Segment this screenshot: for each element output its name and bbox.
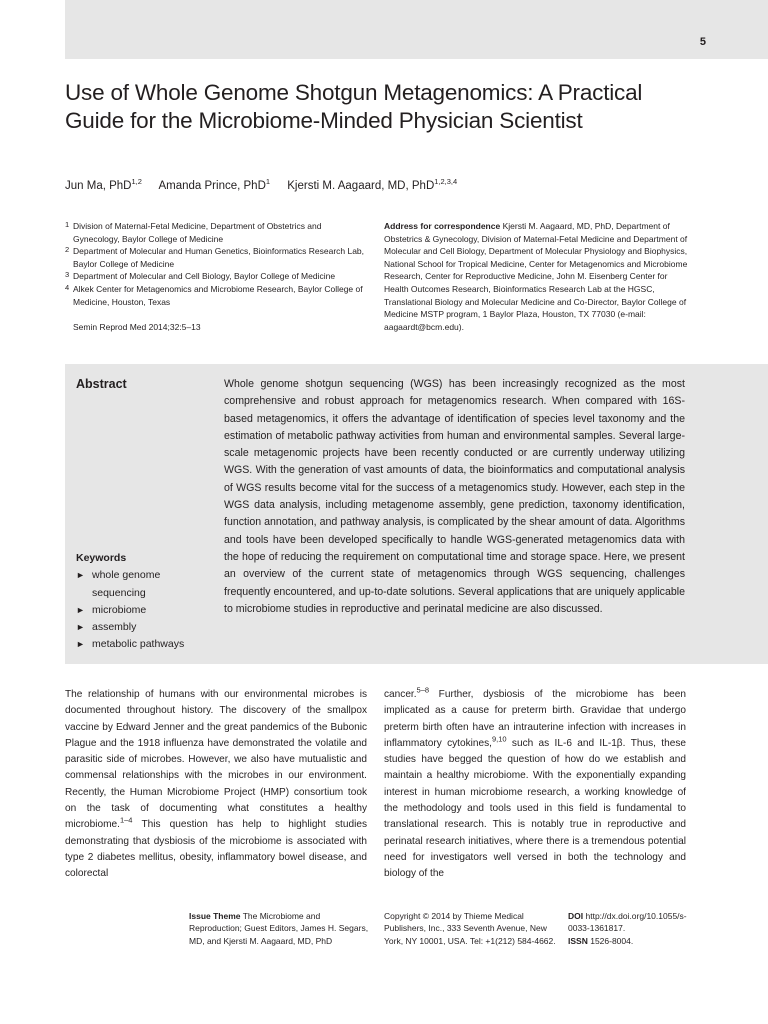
issue-theme-text: The Microbiome and Reproduction; Guest Editors, James H. Segars, MD, and Kjersti M. Aagaard, MD, PhD	[189, 911, 369, 946]
doi-issn-note	[568, 910, 698, 947]
author	[65, 177, 142, 192]
keyword-text: microbiome	[92, 603, 147, 616]
reference-marker: 9,10	[491, 734, 507, 744]
keyword-item	[76, 619, 216, 636]
body-column-right	[384, 687, 686, 883]
doi-line	[568, 910, 698, 935]
keywords-heading: Keywords	[76, 552, 127, 564]
author-list	[65, 177, 471, 192]
body-column-left	[65, 687, 367, 883]
body-text: such as IL-6 and IL-1β. Thus, these studies have begged the question of how do we establish and maintain a healthy microbiome. With the exponentially expanding interest in human microbiome research, a working knowledge of the methodology and tools used in this field is fundamental to translational research. This is notably true in reproductive and perinatal research initiatives, where there is a tremendous potential need for investigators well versed in both the technology and biology of the	[384, 737, 686, 880]
keywords-box	[76, 550, 216, 654]
correspondence-text: Kjersti M. Aagaard, MD, PhD, Department of Obstetrics & Gynecology, Division of Maternal-Fetal Medicine and Department of Molecular and Cell Biology, Department of Molecular Physiology and Biophysics, National School for Tropical Medicine, Center for Metagenomics and Microbiome Research, Center for Reproductive Medicine, John M. Eisenberg Center for Health Outcomes Research, Bioinformatics Research Lab at the HGSC, Translational Biology and Molecular Medicine and Co-Director, Baylor College of Medicine MSTP program, 1 Baylor Plaza, Houston, TX 77030 (e-mail: aagaardt@bcm.edu).	[384, 221, 688, 332]
affiliation-text: Alkek Center for Metagenomics and Microbiome Research, Baylor College of Medicine, Houston, Texas	[73, 283, 363, 307]
correspondence-address	[384, 220, 689, 333]
page-number: 5	[699, 36, 706, 48]
issue-theme-note	[189, 910, 369, 947]
article-title: Use of Whole Genome Shotgun Metagenomics: A Practical Guide for the Microbiome-Minded Physician Scientist	[65, 80, 643, 133]
author-name: Jun Ma, PhD	[65, 180, 132, 192]
affiliation-number: 2	[65, 245, 70, 255]
keyword-list	[76, 567, 216, 653]
keyword-text: whole genome sequencing	[92, 569, 161, 599]
affiliation-number: 4	[65, 282, 70, 292]
header-band	[65, 0, 768, 59]
author-name: Amanda Prince, PhD	[158, 180, 266, 192]
affiliation	[65, 270, 370, 283]
correspondence-label: Address for correspondence	[384, 221, 501, 231]
affiliation-list	[65, 220, 370, 308]
affiliation-number: 1	[65, 220, 70, 229]
keyword-text: metabolic pathways	[92, 638, 185, 651]
copyright-note: Copyright © 2014 by Thieme Medical Publishers, Inc., 333 Seventh Avenue, New York, NY 10001, USA. Tel: +1(212) 584-4662.	[384, 911, 556, 946]
author	[287, 177, 458, 192]
reference-marker: 1–4	[119, 816, 133, 826]
triangle-bullet-icon: ►	[76, 604, 85, 615]
keyword-item	[76, 567, 216, 602]
affiliation-text: Division of Maternal-Fetal Medicine, Department of Obstetrics and Gynecology, Baylor College of Medicine	[73, 221, 322, 244]
doi-label: DOI	[568, 911, 584, 921]
affiliation-text: Department of Molecular and Human Genetics, Bioinformatics Research Lab, Baylor College of Medicine	[73, 246, 365, 269]
doi-link[interactable]: http://dx.doi.org/10.1055/s-0033-1361817.	[568, 911, 687, 934]
triangle-bullet-icon: ►	[76, 639, 85, 650]
journal-citation: Semin Reprod Med 2014;32:5–13	[73, 322, 201, 332]
affiliation-text: Department of Molecular and Cell Biology, Baylor College of Medicine	[73, 271, 336, 282]
keyword-text: assembly	[92, 621, 137, 634]
affiliation	[65, 245, 370, 270]
author	[158, 177, 271, 192]
keyword-item	[76, 636, 216, 653]
issn-label: ISSN	[568, 935, 588, 946]
body-text: This question has help to highlight studies demonstrating that dysbiosis of the microbiome is associated with type 2 diabetes mellitus, obesity, inflammatory bowel disease, and colorectal	[65, 819, 367, 880]
author-name: Kjersti M. Aagaard, MD, PhD	[287, 180, 435, 192]
author-affil-ref: 1	[265, 177, 271, 187]
affiliation	[65, 283, 370, 308]
body-text: cancer.	[384, 689, 417, 700]
issue-theme-label: Issue Theme	[189, 911, 241, 921]
affiliation-number: 3	[65, 270, 70, 280]
triangle-bullet-icon: ►	[76, 570, 85, 581]
abstract-text: Whole genome shotgun sequencing (WGS) has been increasingly recognized as the most comprehensive and robust approach for metagenomics research. When compared with 16S-based metagenomics, it offers the advantage of identification of species level taxonomy and the estimation of metabolic pathway activities from human and environmental samples. Several large-scale metagenomic projects have been recently conducted or are currently underway utilizing WGS. With the generation of vast amounts of data, the bioinformatics and computational analysis of WGS results become vital for the success of a metagenomics study. However, each step in the WGS data analysis, including metagenome assembly, gene prediction, taxonomy identification, function annotation, and pathway analysis, is complicated by the shear amount of data. Algorithms and tools have been developed specifically to handle WGS-generated metagenomics data with the hope of reducing the requirement on computational time and storage space. Here, we present an overview of the current state of metagenomics through WGS sequencing, challenges frequently encountered, and up-to-date solutions. Several applications that are uniquely applicable to microbiome studies in reproductive and perinatal medicine are also discussed.	[224, 378, 685, 615]
abstract-heading: Abstract	[76, 377, 127, 391]
author-affil-ref: 1,2	[131, 177, 142, 187]
body-text: Further, dysbiosis of the microbiome has been implicated as a cause for preterm birth. Gravidae that undergo preterm birth often have an intrauterine infection with increases in inflammatory cytokines,	[384, 689, 686, 749]
keyword-item	[76, 602, 216, 619]
reference-marker: 5–8	[416, 685, 430, 695]
triangle-bullet-icon: ►	[76, 622, 85, 633]
affiliation	[65, 220, 370, 245]
body-text: The relationship of humans with our environmental microbes is documented throughout history. The discovery of the smallpox vaccine by Edward Jenner and the great pandemics of the Bubonic Plague and the 1918 influenza have demonstrated the volatile and parasitic side of microbes. However, we also have mutualistic and commensal relationships with the microbes in our environment. Recently, the Human Microbiome Project (HMP) consortium took on the task of documenting what constitutes a healthy microbiome.	[65, 689, 367, 831]
issn-text: 1526-8004.	[590, 935, 634, 946]
issn-line	[568, 935, 698, 947]
author-affil-ref: 1,2,3,4	[434, 177, 458, 187]
